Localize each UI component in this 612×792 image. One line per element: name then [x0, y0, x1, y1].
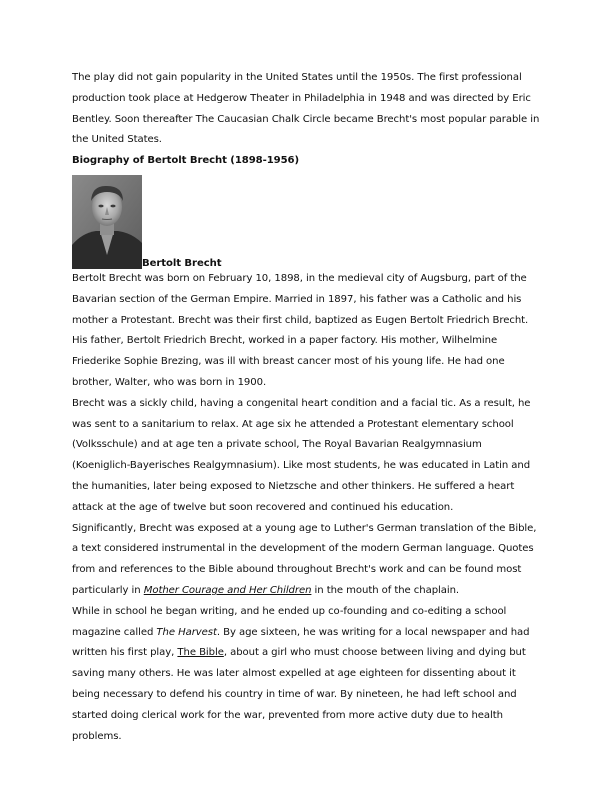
- brecht-portrait-image: [72, 175, 142, 269]
- biography-paragraph-childhood: Brecht was a sickly child, having a congenital heart condition and a facial tic. As a result, he was sent to a sanitarium to relax. At age six he attended a Protestant elementary school (Volksschule) and at age ten a private school, The Royal Bavarian Realgymnasium (Koeniglich-Bayerisches Realgymnasium). Like most students, he was educated in Latin and the humanities, later being exposed to Nietzsche and other thinkers. He suffered a heart attack at the age of twelve but soon recovered and continued his education.: [72, 397, 531, 513]
- document-page: [72, 68, 542, 747]
- para3-text-start: Significantly, Brecht was exposed at a young age to Luther's German translation of the Bible, a text considered instrumental in the development of the modern German language. Quotes from and references to the Bible abound throughout Brecht's work and can be found most particularly in: [72, 522, 537, 596]
- mother-courage-link[interactable]: Mother Courage and Her Children: [143, 584, 312, 596]
- para3-text-end: in the mouth of the chaplain.: [311, 584, 460, 596]
- portrait-photo: [72, 175, 142, 269]
- portrait-caption: Bertolt Brecht: [142, 257, 222, 269]
- para4-text-end: , about a girl who must choose between living and dying but saving many others. He was later almost expelled at age eighteen for dissenting about it being necessary to defend his country in time of war. By nineteen, he had left school and started doing clerical work for the war, prevented from more active duty due to health problems.: [72, 647, 526, 742]
- the-harvest-title: The Harvest: [156, 626, 217, 638]
- biography-paragraph-bible: [72, 519, 542, 602]
- para4-text-middle: . By age sixteen, he was writing for a local newspaper and had written his first play,: [72, 626, 530, 659]
- para4-text-start: While in school he began writing, and he ended up co-founding and co-editing a school magazine called: [72, 605, 507, 638]
- intro-paragraph: The play did not gain popularity in the United States until the 1950s. The first professional production took place at Hedgerow Theater in Philadelphia in 1948 and was directed by Eric Bentley. Soon thereafter The Caucasian Chalk Circle became Brecht's most popular parable in the United States.: [72, 72, 540, 146]
- the-bible-link[interactable]: The Bible: [177, 647, 224, 659]
- portrait-block: [72, 173, 542, 269]
- biography-heading: Biography of Bertolt Brecht (1898-1956): [72, 155, 300, 167]
- biography-paragraph-birth: Bertolt Brecht was born on February 10, 1898, in the medieval city of Augsburg, part of the Bavarian section of the German Empire. Married in 1897, his father was a Catholic and his mother a Protestant. Brecht was their first child, baptized as Eugen Bertolt Friedrich Brecht. His father, Bertolt Friedrich Brecht, worked in a paper factory. His mother, Wilhelmine Friederike Sophie Brezing, was ill with breast cancer most of his young life. He had one brother, Walter, who was born in 1900.: [72, 272, 529, 388]
- biography-paragraph-writing: [72, 602, 542, 748]
